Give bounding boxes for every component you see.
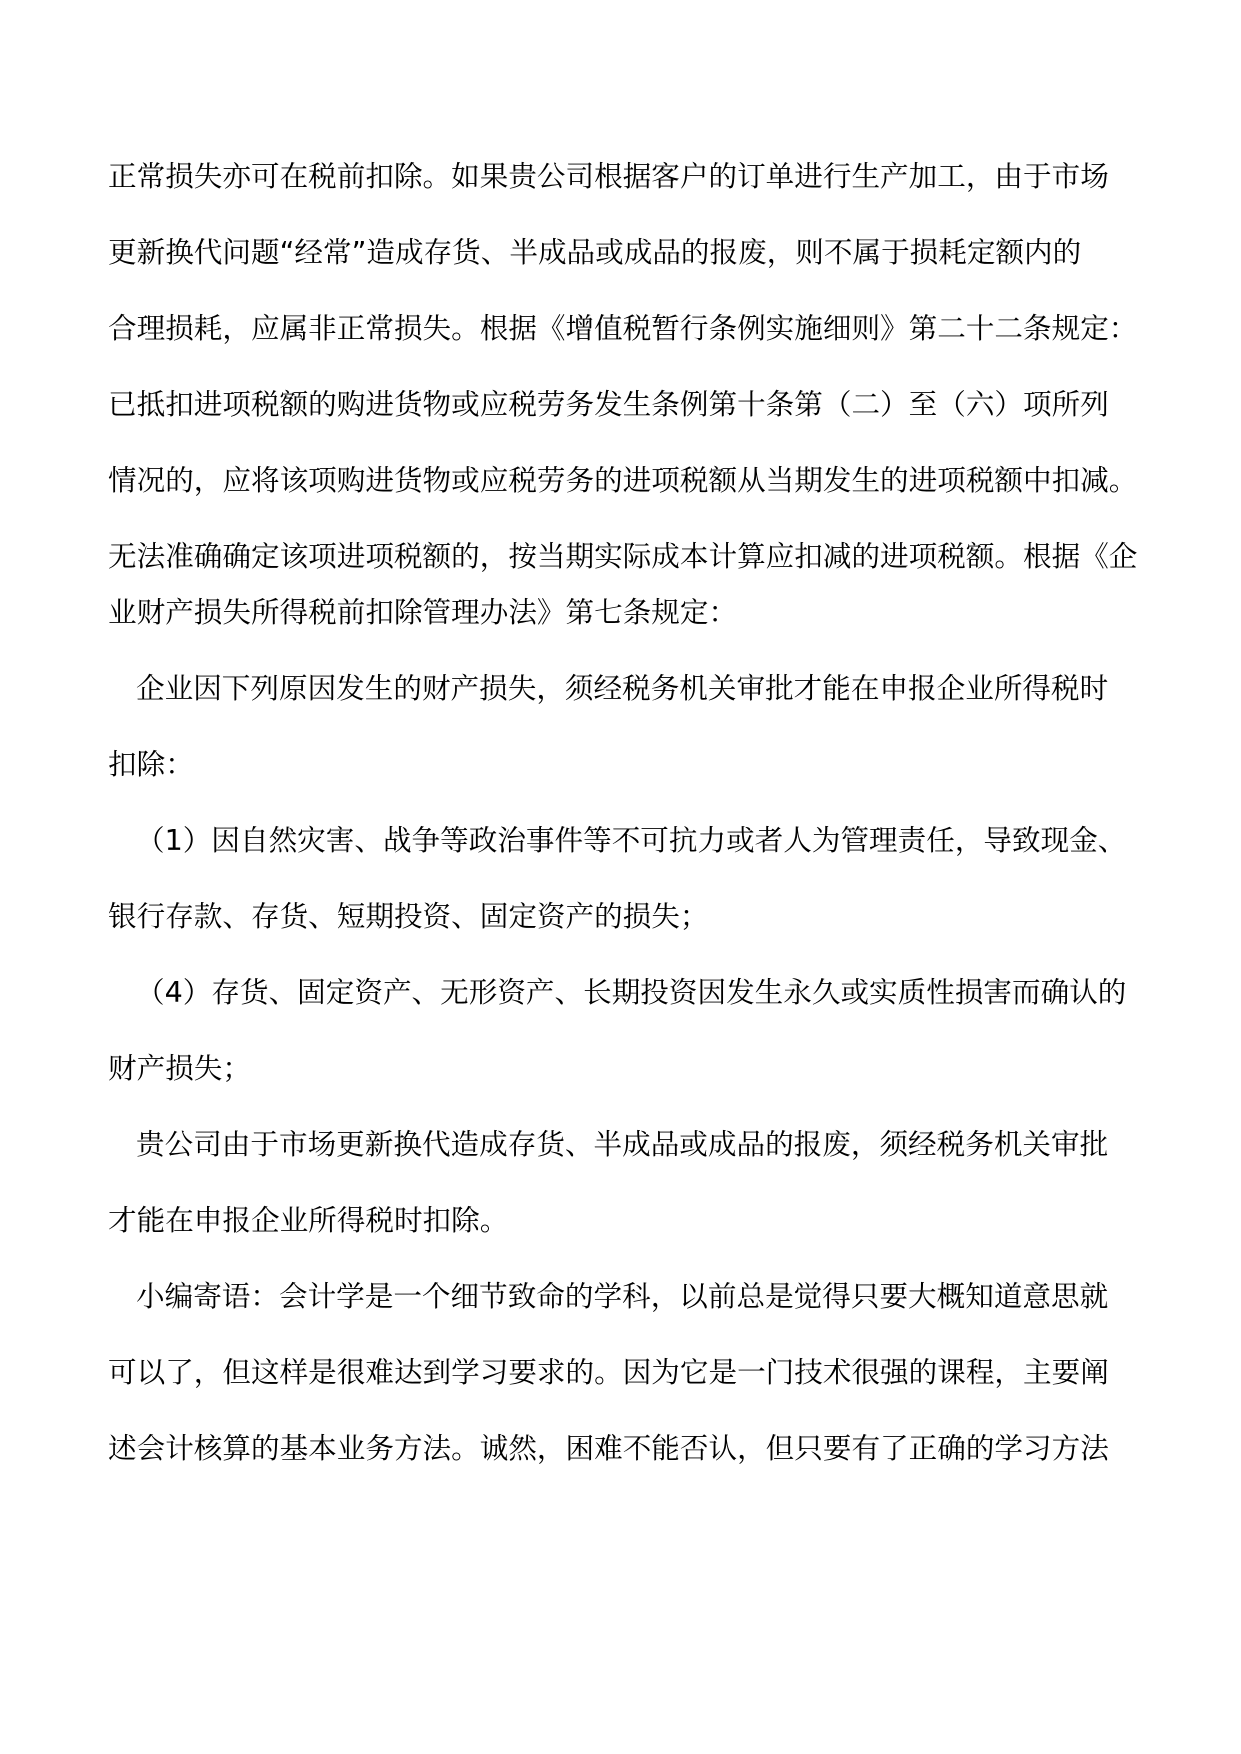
text-line-14: 贵公司由于市场更新换代造成存货、半成品或成品的报废，须经税务机关审批 <box>136 1127 1109 1161</box>
text-line-5: 情况的，应将该项购进货物或应税劳务的进项税额从当期发生的进项税额中扣减。 <box>108 463 1138 497</box>
text-line-9: 扣除： <box>108 747 194 781</box>
text-line-1: 正常损失亦可在税前扣除。如果贵公司根据客户的订单进行生产加工，由于市场 <box>108 159 1109 193</box>
text-line-3: 合理损耗，应属非正常损失。根据《增值税暂行条例实施细则》第二十二条规定： <box>108 311 1138 345</box>
text-line-13: 财产损失； <box>108 1051 251 1085</box>
text-line-7: 业财产损失所得税前扣除管理办法》第七条规定： <box>108 595 738 629</box>
text-line-17: 可以了，但这样是很难达到学习要求的。因为它是一门技术很强的课程，主要阐 <box>108 1355 1109 1389</box>
text-line-12: （4）存货、固定资产、无形资产、长期投资因发生永久或实质性损害而确认的 <box>136 975 1127 1009</box>
text-line-2: 更新换代问题“经常”造成存货、半成品或成品的报废，则不属于损耗定额内的 <box>108 235 1082 269</box>
text-line-18: 述会计核算的基本业务方法。诚然，困难不能否认，但只要有了正确的学习方法 <box>108 1431 1109 1465</box>
text-line-6: 无法准确确定该项进项税额的，按当期实际成本计算应扣减的进项税额。根据《企 <box>108 539 1138 573</box>
text-line-10: （1）因自然灾害、战争等政治事件等不可抗力或者人为管理责任，导致现金、 <box>136 823 1127 857</box>
text-line-4: 已抵扣进项税额的购进货物或应税劳务发生条例第十条第（二）至（六）项所列 <box>108 387 1109 421</box>
text-line-11: 银行存款、存货、短期投资、固定资产的损失； <box>108 899 709 933</box>
text-line-16: 小编寄语：会计学是一个细节致命的学科，以前总是觉得只要大概知道意思就 <box>136 1279 1109 1313</box>
text-line-8: 企业因下列原因发生的财产损失，须经税务机关审批才能在申报企业所得税时 <box>136 671 1109 705</box>
text-line-15: 才能在申报企业所得税时扣除。 <box>108 1203 509 1237</box>
